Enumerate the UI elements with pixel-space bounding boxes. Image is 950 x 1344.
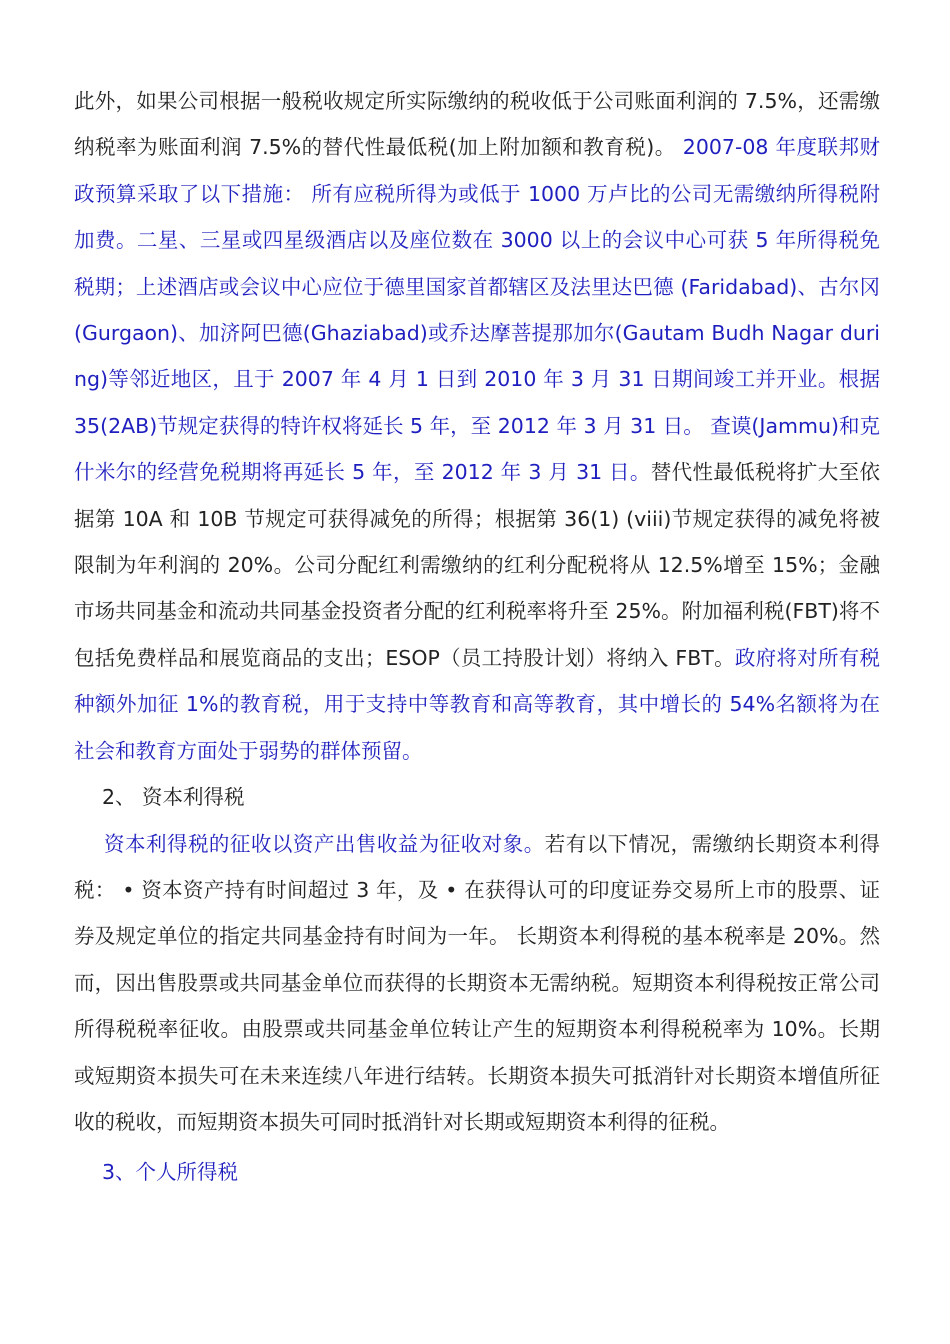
section-heading-capital-gains: 2、 资本利得税 <box>102 785 245 810</box>
paragraph-text-segment-highlighted: 资本利得税的征收以资产出售收益为征收对象。 <box>104 831 545 856</box>
paragraph-text-segment-highlighted: 政府将对所有税种额外加征 1%的教育税，用于支持中等教育和高等教育，其中增长的 54%名额将为在社会和教育方面处于弱势的群体预留。 <box>74 645 880 763</box>
paragraph-text-segment: 替代性最低税将扩大至依据第 10A 和 10B 节规定可获得减免的所得；根据第 36(1) (viii)节规定获得的减免将被限制为年利润的 20%。公司分配红利需缴纳的红利分配税将从 12.5%增至 15%；金融市场共同基金和流动共同基金投资者分配的红利税率将升至 25%。附加福利税(FBT)将不包括免费样品和展览商品的支出；ESOP（员工持股计划）将纳入 FBT。 <box>74 460 881 670</box>
paragraph-text-segment-highlighted: 2007-08 年度联邦财政预算采取了以下措施： 所有应税所得为或低于 1000 万卢比的公司无需缴纳所得税附加费。二星、三星或四星级酒店以及座位数在 3000 以上的会议中心可获 5 年所得税免税期；上述酒店或会议中心应位于德里国家首都辖区及法里达巴德 (Faridabad)、古尔冈(Gurgaon)、加济阿巴德(Ghaziabad)或乔达摩菩提那加尔(Gautam Budh Nagar during)等邻近地区，且于 2007 年 4 月 1 日到 2010 年 3 月 31 日期间竣工并开业。根据 35(2AB)节规定获得的特许权将延长 5 年，至 2012 年 3 月 31 日。 查谟(Jammu)和克什米尔的经营免税期将再延长 5 年，至 2012 年 3 月 31 日。 <box>74 135 880 485</box>
paragraph-corporate-tax <box>74 78 880 774</box>
paragraph-text-segment: 若有以下情况，需缴纳长期资本利得税： • 资本资产持有时间超过 3 年，及 • 在获得认可的印度证券交易所上市的股票、证券及规定单位的指定共同基金持有时间为一年。 长期资本利得税的基本税率是 20%。然而，因出售股票或共同基金单位而获得的长期资本无需纳税。短期资本利得税按正常公司所得税税率征收。由股票或共同基金单位转让产生的短期资本利得税税率为 10%。长期或短期资本损失可在未来连续八年进行结转。长期资本损失可抵消针对长期资本增值所征收的税收，而短期资本损失可同时抵消针对长期或短期资本利得的征税。 <box>74 831 881 1134</box>
section-heading-personal-income-tax: 3、个人所得税 <box>102 1160 239 1185</box>
paragraph-capital-gains <box>74 821 880 1146</box>
paragraph-text-segment: 此外，如果公司根据一般税收规定所实际缴纳的税收低于公司账面利润的 7.5%，还需缴纳税率为账面利润 7.5%的替代性最低税(加上附加额和教育税)。 <box>74 89 880 160</box>
